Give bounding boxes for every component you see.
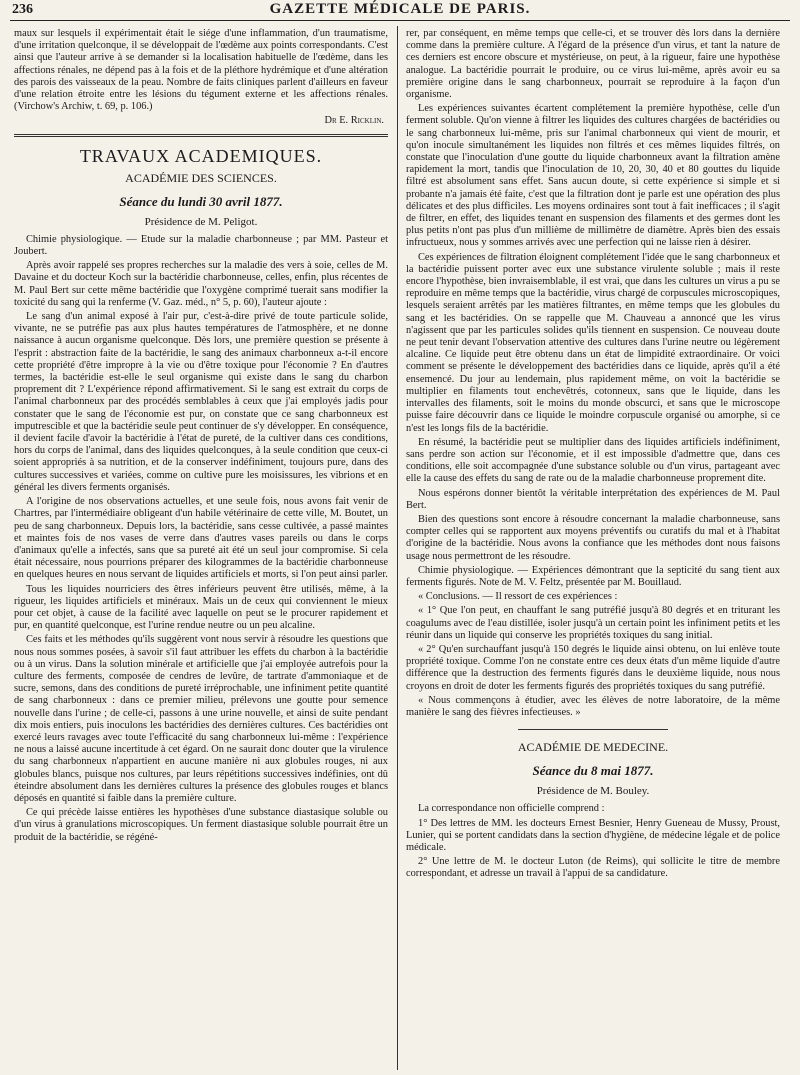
paragraph: Les expériences suivantes écartent complétement la première hypothèse, celle d'un ferment soluble. Qu'on vienne à filtrer les liquides des cultures chargées de bactéridies ou le sang charbonneux lui-même, pris sur l'animal charbonneux qui vient de mourir, et qu'on inocule simultanément les liquides non filtrés et ces mêmes liquides filtrés, on constate que l'inoculation d'une goutte du liquide charbonneux avant la filtration amène rapidement la mort, tandis que l'inoculation de 10, 20, 30, 40 et 80 gouttes du liquide filtré est absolument sans effet. Sans aucun doute, si cette expérience si simple et si probante n'a jamais été faite, c'est que la filtration dont je parle est une opération des plus délicates et des plus difficiles. Les moyens ordinaires sont tout à fait inefficaces ; il s'agit de filtrer, en effet, des liquides tenant en suspension des filaments et des germes dont les plus petits n'ont pas plus d'un millième de millimètre de diamètre. Après bien des essais infructueux, nous y sommes arrivés avec une perfection qui ne laisse rien à désirer. (406, 103, 780, 249)
paragraph: Nous espérons donner bientôt la véritable interprétation des expériences de M. Paul Bert. (406, 487, 780, 511)
paragraph: « 2° Qu'en surchauffant jusqu'à 150 degrés le liquide ainsi obtenu, on lui enlève toute propriété toxique. Comme l'on ne constate entre ces deux états d'un même liquide d'autre différence que la destruction des ferments figurés dans le deuxième liquide, nous nous croyons en droit de doter les ferments figurés des propriétés toxiques du sang putréfié. (406, 643, 780, 692)
paragraph: Ce qui précède laisse entières les hypothèses d'une substance diastasique soluble ou d'un virus à granulations microscopiques. Un ferment diastasique soluble pourrait être un produit de la bactéridie, se régéné- (14, 807, 388, 843)
paragraph: rer, par conséquent, en même temps que celle-ci, et se trouver dès lors dans la dernière comme dans la première culture. A l'égard de la présence d'un virus, et tant la nature de ces derniers est encore obscure et mystérieuse, on peut, à la rigueur, faire une hypothèse analogue. La bactéridie pourrait le produire, ou ce virus lui-même, après avoir eu sa première origine dans le sang charbonneux, pourrait se reproduire à la façon d'un organisme. (406, 28, 780, 101)
paragraph: La correspondance non officielle comprend : (418, 803, 605, 815)
paragraph: Tous les liquides nourriciers des êtres inférieurs peuvent être utilisés, même, à la rigueur, les liquides artificiels et minéraux. Mais un de ceux qui conviennent le mieux pour cet objet, à cause de la facilité avec laquelle on peut se le procurer rapidement et pur, en quantité quelconque, est l'urine rendue neutre ou un peu alcaline. (14, 583, 388, 632)
session-heading: Séance du lundi 30 avril 1877. (119, 193, 283, 209)
page-header (10, 0, 790, 21)
page-number: 236 (12, 2, 33, 17)
paragraph: Ces expériences de filtration éloignent complétement l'idée que le sang charbonneux et la bactéridie puissent porter avec eux une substance virulente soluble ; mais il reste encore l'hypothèse, bien invraisemblable, il est vrai, que dans les cultures un virus a pu se reproduire en même temps que la bactéridie, virus chargé de corpuscules microscopiques, lesquels seraient arrêtés par les matières filtrantes, en même temps que les globules du sang et les bactéridies. On se rappelle que M. Chauveau a annoncé que les virus n'agissent que par les particules solides qu'ils tiennent en suspension. Ce nouveau doute ne peut tenir devant l'observation attentive des cultures dans l'urine neutre ou légèrement alcaline. Ce liquide peut être obtenu dans un état de limpidité extraordinaire. Or voici comment se présente le développement des bactéridies dans ce liquide, après qu'il a été ensemencé. Du jour au lendemain, plus rapidement même, on voit la bactéridie se multiplier en filaments tout enchevêtrés, cotonneux, sans que le liquide, dans les intervalles des filaments, soit le moins du monde obscurci, et sans que le microscope puisse faire découvrir dans ce liquide le moindre corpuscule organisé ou amorphe, si ce n'est les longs fils de la bactéridie. (406, 251, 780, 434)
paragraph: Après avoir rappelé ses propres recherches sur la maladie des vers à soie, celles de M. Davaine et du docteur Koch sur la bactéridie charbonneuse, celles, enfin, plus récentes de M. Paul Bert sur cette même bactéridie que l'oxygène comprimé tuerait sans modifier la toxicité du sang qui la renferme (V. Gaz. méd., n° 5, p. 60), l'auteur ajoute : (14, 260, 388, 308)
article-heading: Chimie physiologique. — Etude sur la maladie charbonneuse ; par MM. Pasteur et Joubert. (14, 233, 388, 258)
column-divider (397, 26, 398, 1070)
section-rule (14, 134, 388, 137)
academy-heading: ACADÉMIE DE MEDECINE. (517, 740, 669, 755)
paragraph: 2° Une lettre de M. le docteur Luton (de Reims), qui sollicite le titre de membre correspondant, et adresse un travail à l'appui de sa candidature. (406, 856, 780, 880)
presidency-line: Présidence de M. Peligot. (144, 215, 258, 228)
right-column (406, 28, 780, 1068)
paragraph: Le sang d'un animal exposé à l'air pur, c'est-à-dire privé de toute particule solide, vivante, ne se putréfie pas aux plus hautes températures de l'atmosphère, et ne donne naissance à aucun organisme quelconque. Dès lors, une première question se présente à l'esprit : abstraction faite de la bactéridie, le sang des animaux charbonneux a-t-il encore cette propriété d'être impropre à la vie ou d'être toxique pour l'économie ? En d'autres termes, la bactéridie est-elle le seul organisme qui existe dans le sang du charbon proprement dit ? L'expérience répond affirmativement. Si le sang est extrait du corps de l'animal charbonneux par des procédés semblables à ceux que j'ai employés jadis pour constater que le sang de l'économie est pur, on constate que ce sang charbonneux est imputrescible et que la bactéridie seule peut continuer de s'y développer. En conséquence, il devient facile d'avoir la bactéridie à l'état de pureté, de la cultiver dans ces conditions, hors du corps de l'animal, dans des liquides quelconques, à la seule condition que ceux-ci soient appropriés à sa nutrition, et de la conserver indéfiniment, toujours pure, dans des cultures successives et variées, comme on cultive pure les moisissures, les vibrions et en général les divers ferments organisés. (14, 311, 388, 493)
article-heading: Chimie physiologique. — Expériences démontrant que la septicité du sang tient aux ferments figurés. Note de M. V. Feltz, présentée par M. Bouillaud. (406, 564, 780, 588)
journal-title: GAZETTE MÉDICALE DE PARIS. (269, 1, 531, 17)
left-column (14, 28, 388, 1068)
paragraph: « 1° Que l'on peut, en chauffant le sang putréfié jusqu'à 80 degrés et en triturant les coagulums avec de l'eau distillée, isoler jusqu'à un certain point les infiniment petits et les réunir dans un liquide qui conserve les propriétés toxiques du sang initial. (406, 605, 780, 641)
paragraph: A l'origine de nos observations actuelles, et une seule fois, nous avons fait venir de Chartres, par l'intermédiaire obligeant d'un habile vétérinaire de cette ville, M. Boutet, un peu de sang charbonneux. Depuis lors, la bactéridie, sans cesse cultivée, a passé maintes et maintes fois de nos vases de verre dans d'autres vases pareils ou dans le corps d'animaux qu'elle a infectés, sans que sa pureté ait été un seul jour compromise. Si cela était nécessaire, nous pourrions préparer des kilogrammes de la bactéridie charbonneuse en quelques heures en nous servant de liquides artificiels et morts, si l'on peut ainsi parler. (14, 496, 388, 581)
paragraph: « Conclusions. — Il ressort de ces expériences : (418, 591, 618, 603)
paragraph: En résumé, la bactéridie peut se multiplier dans des liquides artificiels indéfiniment, sans perdre son action sur l'économie, et il est impossible d'admettre que, dans ces conditions, elle soit accompagnée d'une substance soluble ou d'un virus, partageant avec elle la cause des effets du sang de rate ou de la maladie charbonneuse proprement dite. (406, 436, 780, 485)
carry-over-paragraph: maux sur lesquels il expérimentait était le siége d'une inflammation, d'un traumatisme, d'une irritation quelconque, il se développait de l'œdème aux points correspondants. C'est ainsi que l'auteur arrive à se demander si la localisation habituelle de l'œdème, dans les affections rénales, ne dépend pas à la fois et de la pléthore hydrémique et d'une altération des parois des vaisseaux de la peau. Nombre de faits cliniques parlent d'ailleurs en faveur d'une relation étroite entre les lésions du tégument externe et les affections rénales. (Virchow's Archiw, t. 69, p. 106.) (14, 28, 388, 113)
paragraph: Bien des questions sont encore à résoudre concernant la maladie charbonneuse, sans compter celles qui se rapportent aux moyens préventifs ou curatifs du mal et à l'habitat d'origine de la bactéridie. Nous avons la confiance que les méthodes dont nous faisons usage nous permettront de les résoudre. (406, 513, 780, 562)
paragraph: « Nous commençons à étudier, avec les élèves de notre laboratoire, de la même manière le sang des fièvres infectieuses. » (406, 694, 780, 718)
presidency-line: Présidence de M. Bouley. (536, 785, 650, 798)
academy-heading: ACADÉMIE DES SCIENCES. (125, 170, 277, 185)
paragraph: 1° Des lettres de MM. les docteurs Ernest Besnier, Henry Gueneau de Mussy, Proust, Lunier, qui se portent candidats dans la section d'hygiène, de médecine légale et de police médicale. (406, 817, 780, 853)
session-heading: Séance du 8 mai 1877. (532, 763, 654, 779)
paragraph: Ces faits et les méthodes qu'ils suggèrent vont nous servir à résoudre les questions que nous nous sommes posées, à savoir s'il faut attribuer les effets du charbon à la bactéridie ou à un virus. Dans la solution minérale et artificielle que j'ai employée autrefois pour la culture des ferments, composée de cendres de levûre, de tartrate d'ammoniaque et de sucre, semons, dans des conditions de pureté irréprochable, une infiniment petite quantité de sang charbonneux : dans ce premier milieu, prélevons une goutte pour semence nouvelle dans l'urine ; de celle-ci, passons à une urine nouvelle, et ainsi de suite pendant dix mois entiers, puis inoculons les bactéridies des dernières cultures. Ces bactéridies ont exercé leurs ravages avec toute l'efficacité du sang charbonneux lui-même : l'expérience ne nous a laissé aucune incertitude à cet égard. On ne saurait donc douter que la virulence du sang charbonneux n'appartient en aucune manière ni aux globules rouges, ni aux globules blancs, puisque nos cultures, par leurs répétitions successives indéfinies, ont dû éteindre absolument dans les dernières cultures la présence des globules rouges et blancs déposés en quantité si faible dans la première culture. (14, 634, 388, 804)
section-rule (518, 729, 668, 730)
section-title: TRAVAUX ACADEMIQUES. (79, 145, 323, 166)
author-signature: Dr E. Ricklin. (324, 115, 384, 127)
